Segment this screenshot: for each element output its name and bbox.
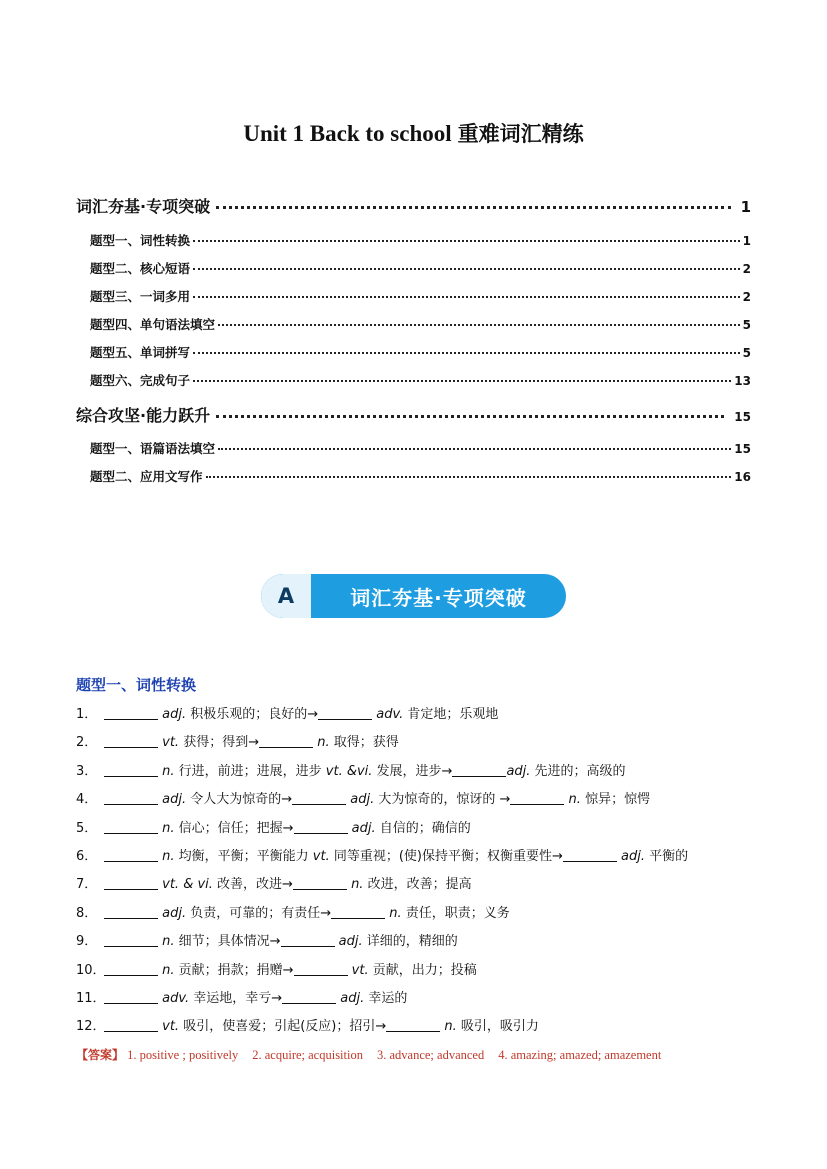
part-of-speech: n. — [385, 905, 402, 921]
toc-entry-page: 15 — [734, 410, 751, 424]
part-of-speech: n. — [158, 962, 175, 978]
exercise-number: 5． — [76, 820, 98, 836]
exercise-number: 2． — [76, 735, 98, 751]
exercise-row — [76, 704, 776, 732]
part-of-speech: adj. — [158, 792, 187, 808]
answer-blank[interactable] — [104, 762, 158, 777]
definition-text: 自信的；确信的 — [375, 820, 471, 836]
title-en: Unit 1 Back to school — [243, 121, 452, 146]
toc-entry[interactable] — [90, 287, 751, 305]
answer-blank[interactable] — [104, 790, 158, 805]
document-title — [0, 118, 827, 148]
part-of-speech: adj. — [336, 990, 365, 1006]
toc-entry[interactable] — [90, 439, 751, 457]
answer-blank[interactable] — [563, 847, 617, 862]
exercise-number: 8． — [76, 905, 98, 921]
toc-entry[interactable] — [90, 315, 751, 333]
part-of-speech: adj. — [347, 820, 376, 836]
definition-text: 发展，进步→ — [372, 763, 453, 779]
toc-entry-label: 题型一、词性转换 — [90, 233, 191, 248]
toc-entry-page: 16 — [734, 470, 751, 484]
answer-blank[interactable] — [104, 989, 158, 1004]
definition-text: 令人大为惊奇的→ — [186, 792, 293, 808]
answer-blank[interactable] — [281, 932, 335, 947]
answer-blank[interactable] — [282, 989, 336, 1004]
answer-item: 1. positive ; positively — [127, 1048, 239, 1062]
toc-entry-label: 题型四、单句语法填空 — [90, 317, 216, 332]
definition-text: 均衡，平衡；平衡能力 — [174, 848, 313, 864]
exercise-text — [104, 931, 776, 959]
definition-text: 惊异；惊愕 — [580, 792, 651, 808]
exercise-text — [104, 732, 776, 760]
toc-entry[interactable] — [90, 343, 751, 361]
answer-item: 2. acquire; acquisition — [252, 1048, 363, 1062]
answer-blank[interactable] — [104, 847, 158, 862]
definition-text: 幸运地，幸亏→ — [189, 990, 283, 1006]
exercise-text — [104, 988, 776, 1016]
toc-leader-dots — [206, 476, 732, 478]
toc-entry-page: 2 — [742, 290, 751, 304]
part-of-speech: n. — [346, 877, 364, 893]
part-of-speech: adv. — [158, 990, 190, 1006]
answer-blank[interactable] — [292, 790, 346, 805]
part-of-speech: n. — [440, 1019, 457, 1035]
part-of-speech: adv. — [372, 707, 404, 722]
answer-blank[interactable] — [104, 705, 158, 720]
answer-blank[interactable] — [510, 790, 564, 805]
exercise-row — [76, 874, 776, 902]
toc-entry-label: 题型二、应用文写作 — [90, 469, 203, 484]
section-heading: 题型一、词性转换 — [76, 676, 197, 694]
part-of-speech: vt. — [347, 962, 369, 978]
answer-blank[interactable] — [104, 961, 158, 976]
toc-entry[interactable] — [90, 371, 751, 389]
exercise-text — [104, 704, 776, 732]
banner-letter: A — [261, 574, 311, 618]
definition-text: 幸运的 — [364, 990, 408, 1006]
toc-leader-dots — [218, 448, 731, 450]
toc-entry-page: 2 — [742, 262, 751, 276]
definition-text: 贡献；捐款；捐赠→ — [174, 962, 294, 978]
exercise-number: 12． — [76, 1019, 106, 1035]
exercise-number: 6． — [76, 848, 98, 864]
answer-blank[interactable] — [452, 762, 506, 777]
part-of-speech: n. — [158, 820, 175, 836]
toc-leader-dots — [216, 206, 730, 209]
exercise-row — [76, 1016, 776, 1044]
part-of-speech: vt. &vi. — [325, 763, 373, 779]
answer-blank[interactable] — [331, 904, 385, 919]
answer-blank[interactable] — [293, 875, 347, 890]
toc-entry-page: 5 — [742, 346, 751, 360]
exercise-row — [76, 988, 776, 1016]
definition-text: 肯定地；乐观地 — [403, 707, 499, 722]
part-of-speech: vt. — [158, 735, 180, 751]
exercise-text — [104, 903, 776, 931]
definition-text: 信心；信任；把握→ — [174, 820, 294, 836]
definition-text: 改善，改进→ — [212, 877, 293, 893]
part-of-speech: vt. — [312, 848, 330, 864]
answer-blank[interactable] — [104, 875, 158, 890]
toc-entry[interactable] — [90, 259, 751, 277]
exercise-row — [76, 732, 776, 760]
section-banner — [261, 574, 566, 618]
part-of-speech: adj. — [506, 763, 531, 779]
toc-entry-page: 1 — [742, 234, 751, 248]
part-of-speech: n. — [158, 934, 175, 950]
definition-text: 平衡的 — [645, 848, 689, 864]
definition-text: 责任，职责；义务 — [401, 905, 510, 921]
definition-text: 同等重视；(使)保持平衡；权衡重要性→ — [329, 848, 563, 864]
exercise-list — [76, 704, 776, 1045]
toc-entry[interactable] — [76, 194, 751, 217]
toc-entry-page: 13 — [734, 374, 751, 388]
answer-blank[interactable] — [259, 733, 313, 748]
part-of-speech: adj. — [158, 905, 187, 921]
answer-blank[interactable] — [104, 932, 158, 947]
toc-leader-dots — [218, 324, 740, 326]
part-of-speech: n. — [158, 848, 175, 864]
answer-blank[interactable] — [294, 961, 348, 976]
toc-entry-label: 题型三、一词多用 — [90, 289, 191, 304]
exercise-row — [76, 903, 776, 931]
toc-entry-label: 题型六、完成句子 — [90, 373, 191, 388]
exercise-number: 11． — [76, 990, 106, 1006]
answer-line — [76, 1046, 675, 1063]
exercise-number: 3． — [76, 763, 98, 779]
answer-blank[interactable] — [318, 705, 372, 720]
exercise-number: 4． — [76, 792, 98, 808]
toc-entry-label: 题型五、单词拼写 — [90, 345, 191, 360]
banner-text: 词汇夯基·专项突破 — [350, 585, 527, 610]
definition-text: 改进，改善；提高 — [363, 877, 472, 893]
part-of-speech: vt. — [158, 1019, 180, 1035]
definition-text: 吸引，吸引力 — [456, 1019, 539, 1035]
toc-leader-dots — [193, 268, 740, 270]
part-of-speech: n. — [313, 735, 330, 751]
definition-text: 获得；得到→ — [179, 735, 260, 751]
definition-text: 积极乐观的；良好的→ — [186, 707, 319, 722]
definition-text: 细节；具体情况→ — [174, 934, 281, 950]
definition-text: 吸引，使喜爱；引起(反应)；招引→ — [179, 1019, 387, 1035]
part-of-speech: adj. — [334, 934, 363, 950]
exercise-text — [104, 1016, 776, 1044]
toc-leader-dots — [193, 240, 740, 242]
exercise-number: 10． — [76, 962, 106, 978]
answer-blank[interactable] — [104, 819, 158, 834]
definition-text: 取得；获得 — [329, 735, 399, 751]
exercise-number: 7． — [76, 877, 98, 893]
part-of-speech: n. — [564, 792, 581, 808]
exercise-text — [104, 818, 776, 846]
exercise-row — [76, 761, 776, 789]
exercise-row — [76, 846, 776, 874]
toc-entry[interactable] — [90, 231, 751, 249]
exercise-text — [104, 789, 776, 817]
exercise-text — [104, 874, 776, 902]
toc-entry-label: 题型二、核心短语 — [90, 261, 191, 276]
toc-entry-label: 综合攻坚·能力跃升 — [76, 406, 211, 425]
toc-entry[interactable] — [90, 467, 751, 485]
answer-blank[interactable] — [104, 904, 158, 919]
exercise-text — [104, 846, 776, 874]
answer-item: 4. amazing; amazed; amazement — [498, 1048, 662, 1062]
toc-leader-dots — [193, 380, 731, 382]
answer-blank[interactable] — [386, 1017, 440, 1032]
exercise-text — [104, 761, 776, 789]
exercise-text — [104, 960, 776, 988]
part-of-speech: adj. — [346, 792, 375, 808]
toc-entry-label: 词汇夯基·专项突破 — [76, 197, 211, 216]
toc-entry-label: 题型一、语篇语法填空 — [90, 441, 216, 456]
part-of-speech: adj. — [158, 707, 187, 722]
exercise-number: 9． — [76, 934, 98, 950]
answer-blank[interactable] — [104, 1017, 158, 1032]
toc-leader-dots — [216, 415, 724, 418]
toc-entry[interactable] — [76, 403, 751, 426]
definition-text: 行进，前进；进展，进步 — [174, 763, 326, 779]
part-of-speech: vt. & vi. — [158, 877, 213, 893]
answer-tag: 【答案】 — [76, 1048, 125, 1062]
exercise-row — [76, 818, 776, 846]
definition-text: 先进的；高级的 — [530, 763, 626, 779]
title-cn: 重难词汇精练 — [457, 122, 584, 146]
exercise-row — [76, 931, 776, 959]
toc-entry-page: 5 — [742, 318, 751, 332]
definition-text: 详细的，精细的 — [362, 934, 458, 950]
definition-text: 贡献，出力；投稿 — [368, 962, 477, 978]
toc-entry-page: 1 — [740, 198, 751, 216]
answer-item: 3. advance; advanced — [376, 1048, 485, 1062]
definition-text: 负责，可靠的；有责任→ — [186, 905, 332, 921]
answer-blank[interactable] — [294, 819, 348, 834]
part-of-speech: n. — [158, 763, 175, 779]
exercise-row — [76, 960, 776, 988]
exercise-row — [76, 789, 776, 817]
toc-entry-page: 15 — [734, 442, 751, 456]
answer-blank[interactable] — [104, 733, 158, 748]
exercise-number: 1． — [76, 707, 98, 722]
toc-leader-dots — [193, 296, 740, 298]
definition-text: 大为惊奇的，惊讶的 → — [374, 792, 511, 808]
part-of-speech: adj. — [616, 848, 645, 864]
toc-leader-dots — [193, 352, 740, 354]
